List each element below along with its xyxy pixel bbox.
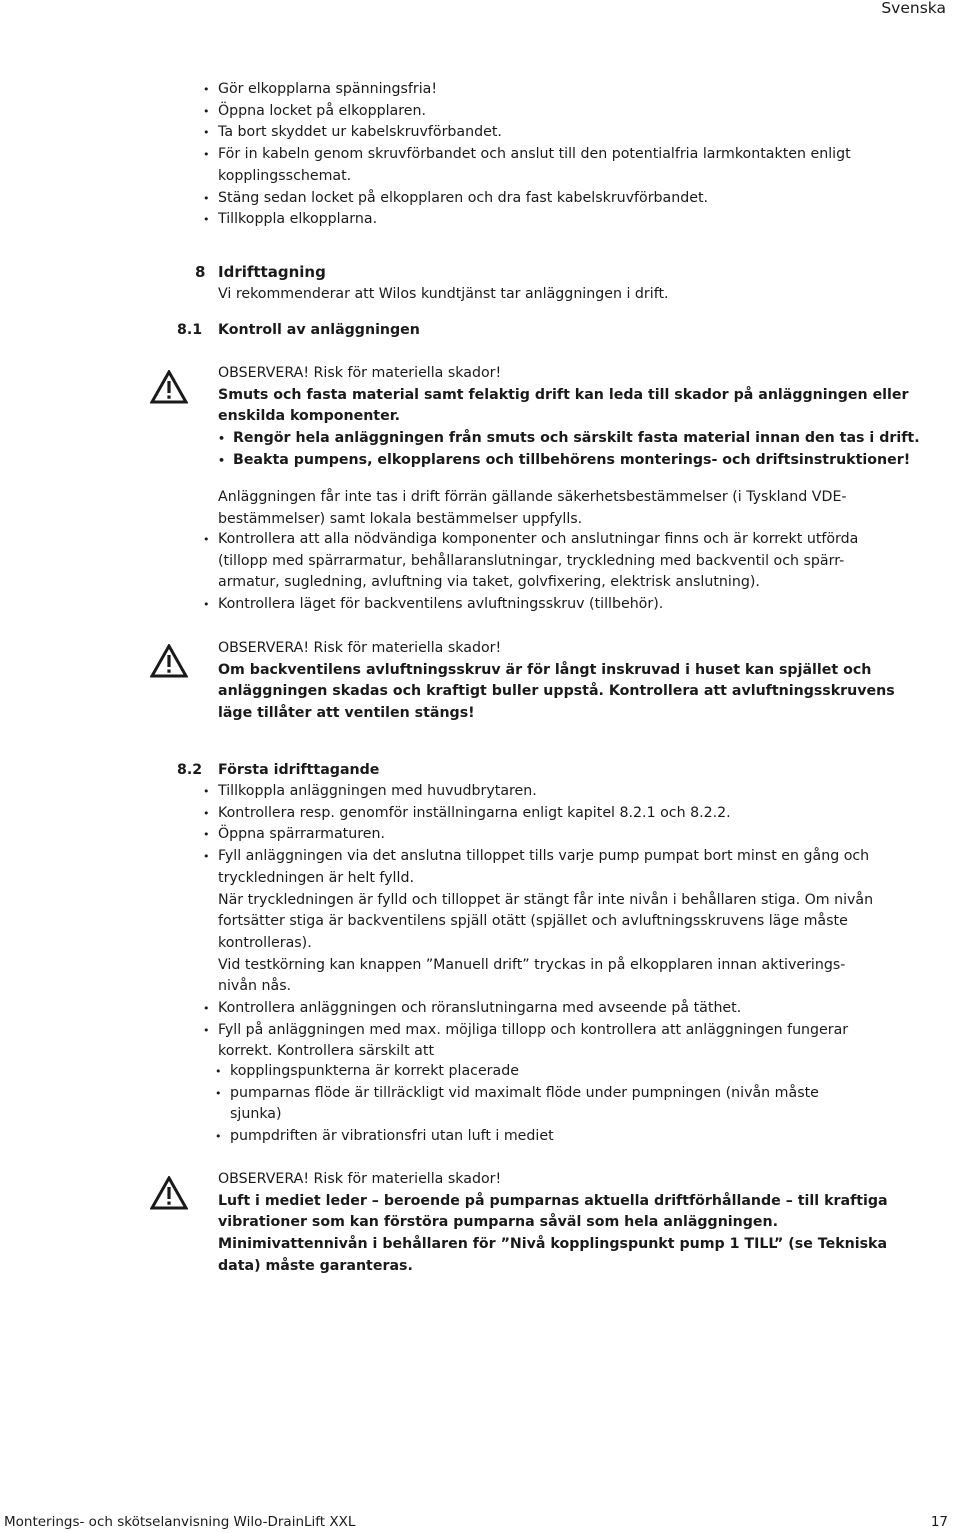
- warning-block: OBSERVERA! Risk för materiella skador! Luft i mediet leder – beroende på pumparnas aktuella driftförhållande – till kraftiga vibrationer som kan förstöra pumparna såväl som hela anläggningen. Minimivattennivån i behållaren för ”Nivå kopplingspunkt pump 1 TILL” (se Tekniska data) måste garanteras.: [218, 1171, 888, 1274]
- paragraph: Anläggningen får inte tas i drift förrän gällande säkerhetsbestämmelser (i Tyskland VDE- bestämmelser) samt lokala bestämmelser uppfylls.: [218, 489, 847, 527]
- subsection-title: Kontroll av anläggningen: [218, 322, 420, 338]
- page-number: 17: [930, 1514, 948, 1530]
- warning-block: OBSERVERA! Risk för materiella skador! Om backventilens avluftningsskruv är för långt inskruvad i huset kan spjället och anläggningen skadas och kraftigt buller uppstå. Kontrollera att avluftningsskruvens läge tillåter att ventilen stängs!: [218, 640, 895, 722]
- list-item: • Öppna locket på elkopplaren.: [203, 101, 851, 123]
- warning-label: OBSERVERA! Risk för materiella skador!: [218, 640, 502, 656]
- list-item: • Kontrollera resp. genomför inställningarna enligt kapitel 8.2.1 och 8.2.2.: [203, 803, 873, 825]
- list-item: • Fyll anläggningen via det anslutna tilloppet tills varje pump pumpat bort minst en gång och tryckledningen är helt fylld. När tryckledningen är fylld och tilloppet är stängt får inte nivån i behållaren stiga. Om nivån fortsätter stiga är backventilens spjäll otätt (spjället och avluftningsskruvens läge måste kontrolleras). Vid testkörning kan knappen ”Manuell drift” tryckas in på elkopplaren innan aktiverings- nivån nås.: [203, 846, 873, 998]
- list-item: • Rengör hela anläggningen från smuts och särskilt fasta material innan den tas i drift.: [218, 428, 920, 450]
- warning-bullet-list: [218, 428, 920, 471]
- language-label: Svenska: [881, 0, 946, 17]
- list-item: • Tillkoppla elkopplarna.: [203, 209, 851, 231]
- warning-icon: [150, 370, 188, 404]
- warning-icon: [150, 1176, 188, 1210]
- warning-label: OBSERVERA! Risk för materiella skador!: [218, 1171, 502, 1187]
- section-number: 8: [195, 263, 206, 281]
- subsection-number: 8.1: [177, 322, 203, 338]
- procedure-bullet-list: [203, 781, 873, 1063]
- list-item: • Beakta pumpens, elkopplarens och tillbehörens monterings- och driftsinstruktioner!: [218, 450, 920, 472]
- footer-document-title: Monterings- och skötselanvisning Wilo-DrainLift XXL: [4, 1514, 356, 1530]
- sub-bullet-list: [215, 1061, 819, 1148]
- list-item: • pumpdriften är vibrationsfri utan luft i mediet: [215, 1126, 819, 1148]
- warning-label: OBSERVERA! Risk för materiella skador!: [218, 365, 502, 381]
- list-item: • pumparnas flöde är tillräckligt vid maximalt flöde under pumpningen (nivån måste sjunka): [215, 1083, 819, 1126]
- list-item: • Kontrollera läget för backventilens avluftningsskruv (tillbehör).: [203, 594, 858, 616]
- list-item: • Tillkoppla anläggningen med huvudbrytaren.: [203, 781, 873, 803]
- list-item: • Öppna spärrarmaturen.: [203, 824, 873, 846]
- warning-icon: [150, 644, 188, 678]
- section-title: Idrifttagning: [218, 263, 326, 281]
- list-item: • Stäng sedan locket på elkopplaren och dra fast kabelskruvförbandet.: [203, 188, 851, 210]
- check-bullet-list: [203, 529, 858, 616]
- subsection-title: Första idrifttagande: [218, 762, 380, 778]
- list-item: • För in kabeln genom skruvförbandet och anslut till den potentialfria larmkontakten enligt kopplingsschemat.: [203, 144, 851, 187]
- section-text: Vi rekommenderar att Wilos kundtjänst tar anläggningen i drift.: [218, 286, 669, 302]
- list-item: • kopplingspunkterna är korrekt placerade: [215, 1061, 819, 1083]
- intro-bullet-list: [203, 79, 851, 231]
- warning-block: OBSERVERA! Risk för materiella skador! Smuts och fasta material samt felaktig drift kan leda till skador på anläggningen eller enskilda komponenter. • Rengör hela anläggningen från smuts och särskilt fasta material innan den tas i drift. • Beakta pumpens, elkopplarens och tillbehörens monterings- och driftsinstruktioner!: [218, 363, 920, 472]
- list-item: • Kontrollera att alla nödvändiga komponenter och anslutningar finns och är korrekt utförda (tillopp med spärrarmatur, behållaranslutningar, tryckledning med backventil och spärr- armatur, sugledning, avluftning via taket, golvfixering, elektrisk anslutning).: [203, 529, 858, 594]
- subsection-number: 8.2: [177, 762, 203, 778]
- list-item: • Fyll på anläggningen med max. möjliga tillopp och kontrollera att anläggningen fungerar korrekt. Kontrollera särskilt att: [203, 1020, 873, 1063]
- list-item: • Ta bort skyddet ur kabelskruvförbandet.: [203, 122, 851, 144]
- list-item: • Gör elkopplarna spänningsfria!: [203, 79, 851, 101]
- list-item: • Kontrollera anläggningen och röranslutningarna med avseende på täthet.: [203, 998, 873, 1020]
